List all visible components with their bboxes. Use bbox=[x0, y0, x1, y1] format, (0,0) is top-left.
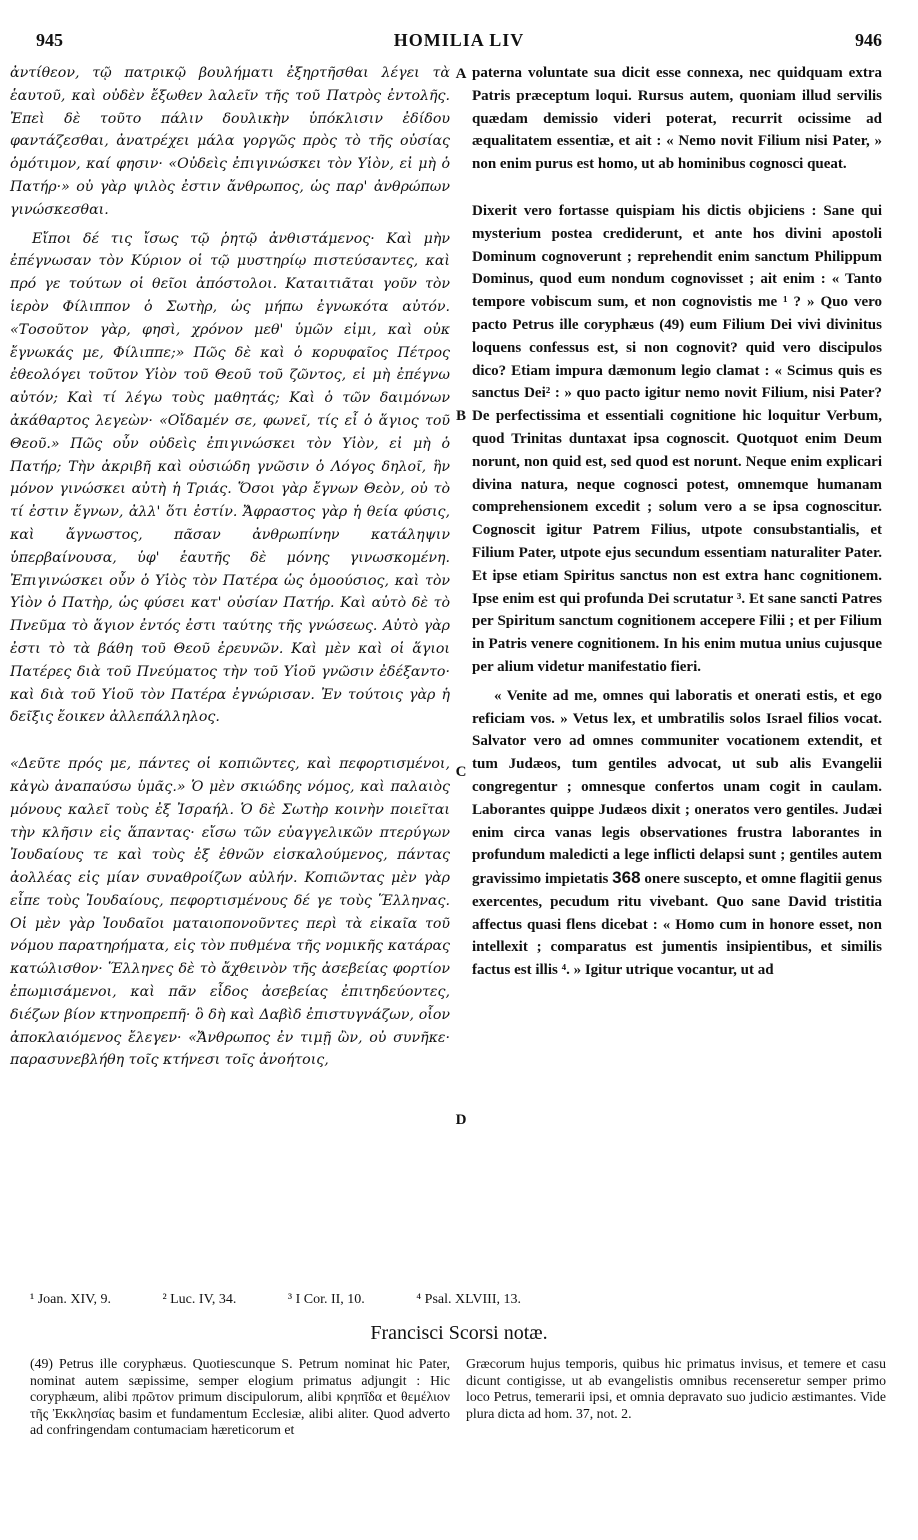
margin-letter-c: C bbox=[455, 764, 467, 780]
margin-letter-d: D bbox=[455, 1112, 467, 1128]
margin-letter-b: B bbox=[455, 408, 466, 424]
latin-paragraph-2: Dixerit vero fortasse quispiam his dictis objiciens : Sane qui mysterium postea crediderunt, et ante hos divini apostoli Dominum cognoverunt ; reprehendit enim sanctum Philippum Dominus, quod eum nondum cognovisset ; ait enim : « Tanto tempore vobiscum sum, et non cognovistis me ¹ ? » Quo vero pacto Petrus ille coryphæus (49) eum Filium Dei vivi divinitus loquens confessus est, si non cognovit? quid vero discipulos dico? Etiam impura dæmonum legio clamat : « Scimus quis es sanctus Dei² : » quo pacto igitur nemo novit Filium, nisi Pater? De perfectissima et essentiali cognitione hic loquitur Verbum, quod Trinitas duntaxat ipsa cognoscit. Quotquot enim Deum norunt, non quid est, sed quod est norunt. Neque enim explicari divina natura, neque cognosci potest, omnemque humanam comprehensionem excedit ; solum vero a se ipsa cognoscitur. Cognoscit igitur Patrem Filius, utpote consubstantialis, et Filium Pater, utpote ejus secundum essentiam naturaliter Pater. Et ipse etiam Spiritus sanctus non est extra hanc cognitionem. Ipse enim est qui profunda Dei scrutatur ³. Et sane sancti Patres per Spiritum sanctum cognitionem accepere Filii ; et per Filium in Patris venere cognitionem. In his enim mutua unius cujusque per alium videtur manifestatio fieri. bbox=[472, 202, 882, 675]
paragraph-gap bbox=[472, 182, 882, 200]
edition-page-marker: 368 bbox=[612, 868, 641, 888]
latin-paragraph-3 bbox=[472, 685, 882, 982]
greek-paragraph-3: «Δεῦτε πρός με, πάντες οἱ κοπιῶντες, καὶ πεφορτισμένοι, κἀγὼ ἀναπαύσω ὑμᾶς.» Ὁ μὲν σκιώδης νόμος, καὶ παλαιὸς μόνους καλεῖ τοὺς ἐξ Ἰσραήλ. Ὁ δὲ Σωτὴρ κοινὴν ποιεῖται τὴν κλῆσιν εἰς ἅπαντας· εἴσω τῶν εὐαγγελικῶν πτερύγων Ἰουδαίους τε καὶ τοὺς ἐξ ἐθνῶν εἰσκαλούμενος, πάντας ἀολλέας εἰς μίαν συναθροίζων αὐλήν. Κοπιῶντας μὲν γὰρ εἶπε τοὺς Ἰουδαίους, πεφορτισμένους δέ γε τοὺς Ἕλληνας. Οἱ μὲν γὰρ Ἰουδαῖοι ματαιοπονοῦντες περὶ τὰ εἰκαῖα τοῦ νόμου παρατηρήματα, εἰς τὸν πυθμένα τῆς νομικῆς κατάρας κατώλισθον· Ἕλληνες δὲ τὸ ἄχθεινὸν τῆς ἀσεβείας φορτίον ἐπωμισάμενοι, καὶ πᾶν εἶδος ἀσεβείας ἐπιτηδεύοντες, διέζων βίον κτηνοπρεπῆ· ὃ δὴ καὶ Δαβὶδ ἐπιστυγνάζων, οἷον ἀποκλαιόμενος ἔλεγεν· «Ἄνθρωπος ἐν τιμῇ ὢν, οὐ συνῆκε· παρασυνεβλήθη τοῖς κτήνεσι τοῖς ἀνοήτοις, bbox=[10, 756, 450, 1069]
commentary-left-column: (49) Petrus ille coryphæus. Quotiescunque S. Petrum nominat hic Pater, nominat autem sæpissime, semper elogium primatus adjungit : Hic coryphæum, alibi πρῶτον primum discipulorum, alibi κρηπῖδα et θεμέλιον τῆς Ἐκκλησίας basim et fundamentum Ecclesiæ, alibi aliter. Quod adverto ad confringendam contumaciam hæreticorum et bbox=[30, 1356, 450, 1437]
footnotes bbox=[30, 1292, 888, 1308]
page-number-right: 946 bbox=[855, 30, 882, 50]
latin-paragraph-1: paterna voluntate sua dicit esse connexa, nec quidquam extra Patris præceptum loqui. Rursus autem, quoniam illud servilis quædam demissio videri poterat, recurrit ocissime ad æqualitatem essentiæ, et ait : « Nemo novit Filium nisi Pater, » non enim purus est homo, ut ab hominibus cognosci queat. bbox=[472, 65, 882, 173]
latin-paragraph-3-continued: onere suscepto, et omne flagitii genus exercentes, pecudum ritu vivebant. Quo sane David tristitia affectus quasi flens dicebat : « Homo cum in honore esset, non intellexit ; comparatus est jumentis insipientibus, et similis factus est illis ⁴. » Igitur utrique vocantur, ut ad bbox=[472, 871, 883, 979]
footnote-1: ¹ Joan. XIV, 9. bbox=[30, 1292, 111, 1307]
margin-letter-a: A bbox=[455, 66, 467, 82]
latin-column bbox=[472, 62, 882, 988]
page-number-left: 945 bbox=[36, 30, 63, 50]
footnote-2: ² Luc. IV, 34. bbox=[162, 1292, 237, 1307]
running-title: HOMILIA LIV bbox=[393, 30, 525, 50]
greek-paragraph-2: Εἴποι δέ τις ἴσως τῷ ῥητῷ ἀνθιστάμενος· Καὶ μὴν ἐπέγνωσαν τὸν Κύριον οἱ τῷ μυστηρίῳ πιστεύσαντες, καὶ πρό γε τούτων οἱ θεῖοι ἀπόστολοι. Καταιτιᾶται γοῦν τὸν ἱερὸν Φίλιππον ὁ Σωτὴρ, ὡς μήπω ἐγνωκότα αὐτόν. «Τοσοῦτον γὰρ, φησὶ, χρόνον μεθ' ὑμῶν εἰμι, καὶ οὐκ ἔγνωκάς με, Φίλιππε;» Πῶς δὲ καὶ ὁ κορυφαῖος Πέτρος ἐθεολόγει τοῦτον Υἱὸν τοῦ Θεοῦ τοῦ ζῶντος, εἰ μὴ ἐπέγνω αὐτόν; Καὶ τί λέγω τοὺς μαθητάς; Καὶ ὁ τῶν δαιμόνων ἀκάθαρτος λεγεὼν· «Οἴδαμέν σε, φωνεῖ, τίς εἶ ὁ ἅγιος τοῦ Θεοῦ.» Πῶς οὖν οὐδεὶς ἐπιγινώσκει τὸν Υἱὸν, εἰ μὴ ὁ Πατήρ; Τὴν ἀκριβῆ καὶ οὐσιώδη γνῶσιν ὁ Λόγος δηλοῖ, ἣν μόνον γινώσκει αὐτὴ ἡ Τριάς. Ὅσοι γὰρ ἔγνων Θεὸν, οὐ τὸ τί ἐστιν ἔγνων, ἀλλ' ὅτι ἐστίν. Ἄφραστος γὰρ ἡ θεία φύσις, καὶ ἄγνωστος, πᾶσαν ἀνθρωπίνην κατάληψιν ὑπερβαίνουσα, ὑφ' ἑαυτῆς δὲ μόνης γινωσκομένη. Ἐπιγινώσκει οὖν ὁ Υἱὸς τὸν Πατέρα ὡς ὁμοούσιος, καὶ τὸν Υἱὸν ὁ Πατὴρ, ὡς φύσει κατ' οὐσίαν Πατήρ. Καὶ αὐτὸ δὲ τὸ Πνεῦμα τὸ ἅγιον ἐντός ἐστι ταύτης τῆς γνώσεως. Αὐτὸ γὰρ ἐστι τὸ τὰ βάθη τοῦ Θεοῦ ἐρευνῶν. Καὶ μὲν καὶ οἱ ἅγιοι Πατέρες διὰ τοῦ Πνεύματος τὴν τοῦ Υἱοῦ γνῶσιν ἐδέξαντο· καὶ διὰ τοῦ Υἱοῦ τὸν Πατέρα ἐγνώρισαν. Ἐν τούτοις γὰρ ἡ δεῖξις ἔοικεν ἀλλεπάλληλος. bbox=[10, 230, 450, 726]
footnote-3: ³ I Cor. II, 10. bbox=[287, 1292, 365, 1307]
latin-paragraph-3-text: « Venite ad me, omnes qui laboratis et onerati estis, et ego reficiam vos. » Vetus lex, et umbratilis solos Israel filios vocat. Salvator vero ad omnes communiter vocationem extendit, et tum Judæos, tum gentiles advocat, ut sub alis Evangelii congregentur ; omnesque confertos unam cogit in caulam. Laborantes quippe Judæos dixit ; oneratos vero gentiles. Judæi enim circa vanas legis observationes frustra laborantes in profundum maledicti a lege inflicti delapsi sunt ; gentiles autem gravissimo impietatis bbox=[472, 687, 882, 888]
running-header bbox=[36, 30, 882, 56]
greek-paragraph-1: ἀντίθεον, τῷ πατρικῷ βουλήματι ἐξηρτῆσθαι λέγει τὰ ἑαυτοῦ, καὶ οὐδὲν ἔξωθεν λαλεῖν τῆς τοῦ Πατρὸς ἐντολῆς. Ἐπεὶ δὲ τοῦτο πάλιν δουλικὴν ὑπόκλισιν ἐδίδου φαντάζεσθαι, ἀνατρέχει μάλα γοργῶς πρὸς τὸ τῆς οὐσίας ὁμότιμον, καί φησιν· «Οὐδεὶς ἐπιγινώσκει τὸν Υἱὸν, εἰ μὴ ὁ Πατήρ·» οὐ γὰρ ψιλὸς ἐστιν ἄνθρωπος, ὡς παρ' ἀνθρώπων γινώσκεσθαι. bbox=[10, 65, 450, 218]
greek-column bbox=[10, 62, 450, 1078]
commentary-right-column: Græcorum hujus temporis, quibus hic primatus invisus, et temere et casu dicunt contigisse, ut ab evangelistis omnibus recenseretur semper primo loco Petrus, temerarii ipsi, et omnia depravato suo judicio æstimantes. Vide plura dicta ad hom. 37, not. 2. bbox=[466, 1356, 886, 1421]
commentary-title: Francisci Scorsi notæ. bbox=[370, 1322, 548, 1344]
paragraph-gap bbox=[10, 735, 450, 753]
footnote-4: ⁴ Psal. XLVIII, 13. bbox=[416, 1292, 521, 1307]
